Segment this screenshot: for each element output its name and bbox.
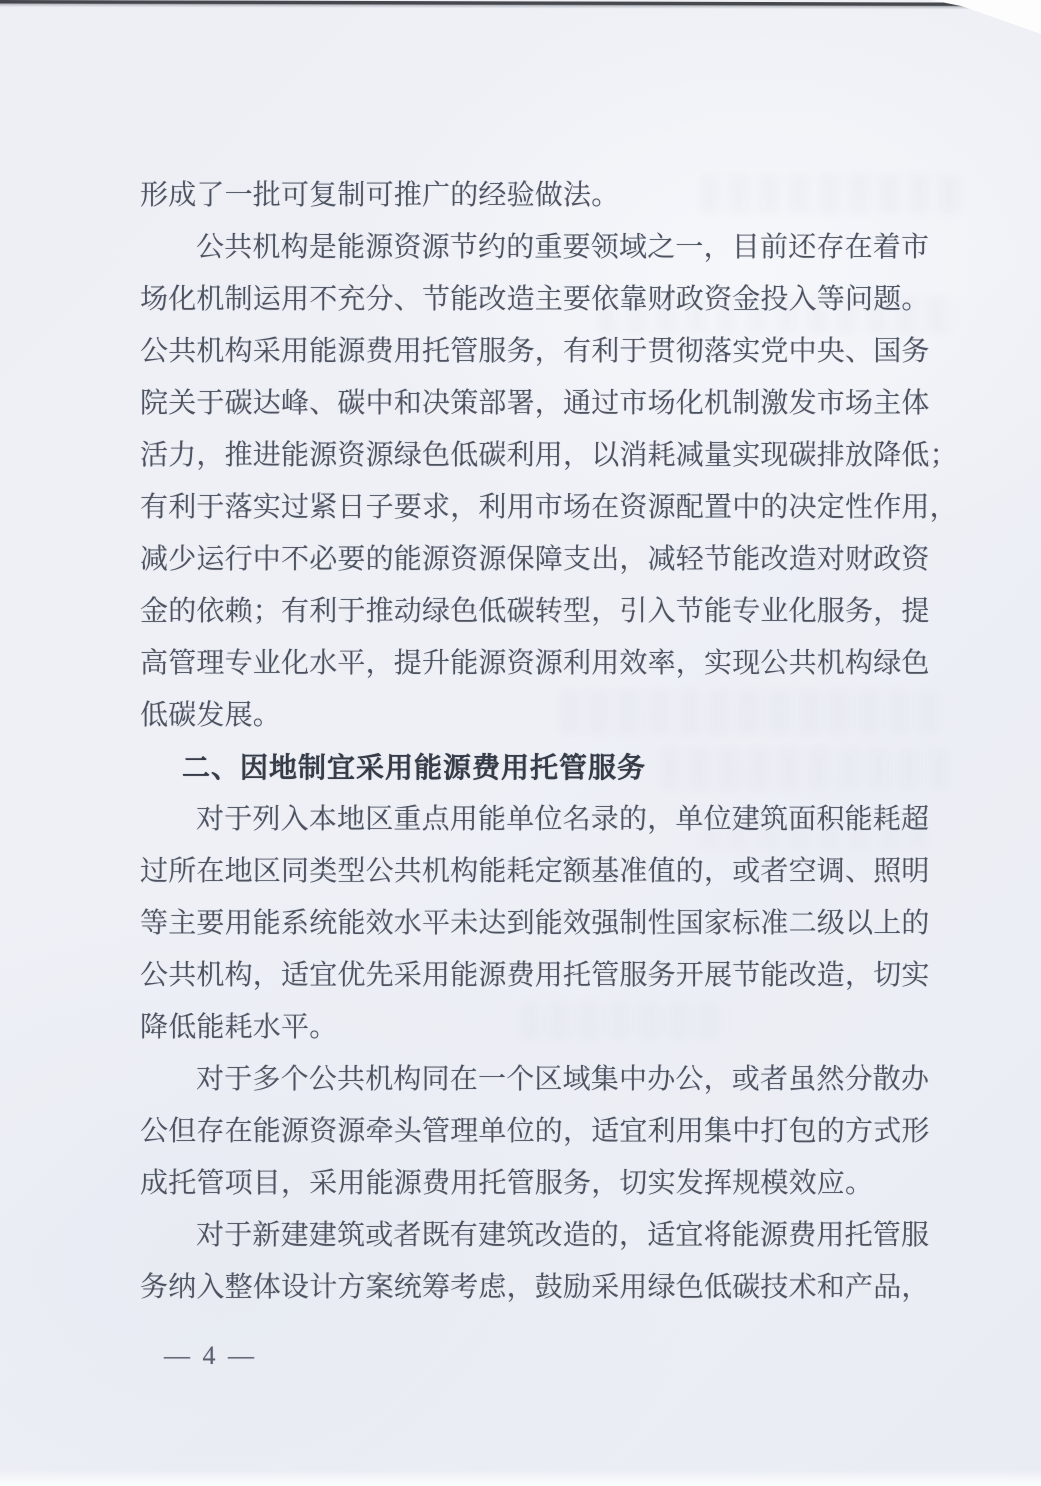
body-line: 降低能耗水平。: [140, 1012, 338, 1043]
body-line: 过所在地区同类型公共机构能耗定额基准值的，或者空调、照明: [140, 856, 930, 887]
body-line: 成托管项目，采用能源费用托管服务，切实发挥规模效应。: [140, 1168, 874, 1199]
document-body: [140, 170, 958, 1314]
body-line: 公共机构采用能源费用托管服务，有利于贯彻落实党中央、国务: [140, 336, 930, 367]
body-line: 场化机制运用不充分、节能改造主要依靠财政资金投入等问题。: [140, 284, 930, 315]
body-line: 减少运行中不必要的能源资源保障支出，减轻节能改造对财政资: [140, 544, 930, 575]
body-line: 等主要用能系统能效水平未达到能效强制性国家标准二级以上的: [140, 908, 930, 939]
body-line: 公共机构，适宜优先采用能源费用托管服务开展节能改造，切实: [140, 960, 930, 991]
body-line: 对于多个公共机构同在一个区域集中办公，或者虽然分散办: [196, 1064, 930, 1095]
body-line: 活力，推进能源资源绿色低碳利用，以消耗减量实现碳排放降低；: [140, 440, 958, 471]
section-heading: 二、因地制宜采用能源费用托管服务: [182, 752, 647, 783]
body-line: 务纳入整体设计方案统筹考虑，鼓励采用绿色低碳技术和产品，: [140, 1272, 930, 1303]
body-line: 高管理专业化水平，提升能源资源利用效率，实现公共机构绿色: [140, 648, 930, 679]
body-line: 对于列入本地区重点用能单位名录的，单位建筑面积能耗超: [196, 804, 930, 835]
body-line: 对于新建建筑或者既有建筑改造的，适宜将能源费用托管服: [196, 1220, 930, 1251]
page-number: — 4 —: [164, 1341, 257, 1370]
body-line: 公但存在能源资源牵头管理单位的，适宜利用集中打包的方式形: [140, 1116, 930, 1147]
body-line: 金的依赖；有利于推动绿色低碳转型，引入节能专业化服务，提: [140, 596, 930, 627]
body-line: 公共机构是能源资源节约的重要领域之一，目前还存在着市: [196, 232, 930, 263]
scan-bottom-edge: [0, 1470, 1041, 1486]
scan-top-edge-line: [0, 0, 992, 10]
body-line: 形成了一批可复制可推广的经验做法。: [140, 180, 620, 211]
body-line: 低碳发展。: [140, 700, 282, 731]
body-line: 有利于落实过紧日子要求，利用市场在资源配置中的决定性作用，: [140, 492, 958, 523]
body-line: 院关于碳达峰、碳中和决策部署，通过市场化机制激发市场主体: [140, 388, 930, 419]
